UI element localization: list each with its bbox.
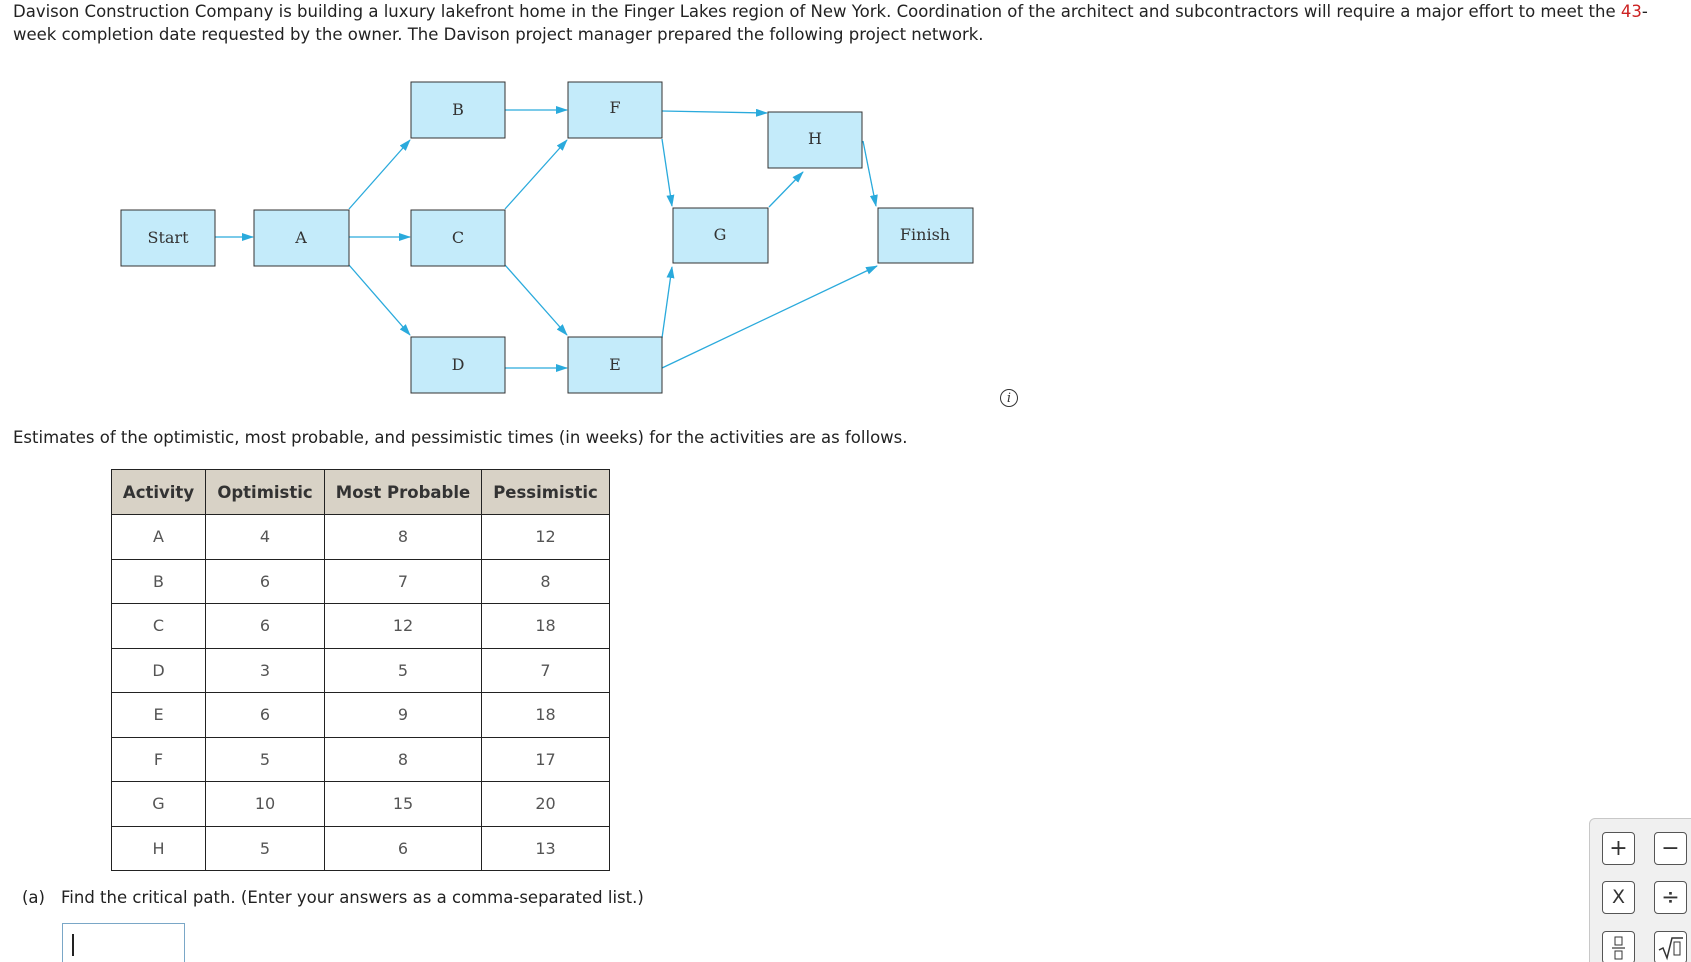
cell-pessimistic: 12 (482, 515, 610, 560)
cell-most-probable: 12 (325, 604, 482, 649)
cell-activity: A (112, 515, 206, 560)
node-e-label: E (609, 355, 621, 374)
arrow-g-h (769, 172, 803, 207)
table-row (112, 782, 610, 827)
text-caret (72, 934, 74, 956)
header-optimistic: Optimistic (206, 470, 325, 515)
node-b-label: B (452, 100, 464, 119)
intro-text-2: -week completion date requested by the owner. The Davison project manager prepared the following project network. (13, 2, 1648, 44)
critical-path-input[interactable] (62, 923, 185, 962)
table-row (112, 559, 610, 604)
intro-text-1: Davison Construction Company is building a luxury lakefront home in the Finger Lakes region of New York. Coordination of the architect and subcontractors will require a major effort to meet the (13, 2, 1621, 21)
cell-optimistic: 6 (206, 559, 325, 604)
cell-optimistic: 4 (206, 515, 325, 560)
arrow-a-b (349, 140, 410, 209)
cell-activity: G (112, 782, 206, 827)
project-network-diagram (0, 0, 1000, 400)
header-most-probable: Most Probable (325, 470, 482, 515)
cell-most-probable: 5 (325, 648, 482, 693)
header-pessimistic: Pessimistic (482, 470, 610, 515)
table-row (112, 604, 610, 649)
cell-optimistic: 6 (206, 604, 325, 649)
table-header-row (112, 470, 610, 515)
cell-most-probable: 15 (325, 782, 482, 827)
sqrt-icon (1655, 932, 1686, 962)
question-a (22, 888, 644, 907)
cell-optimistic: 5 (206, 737, 325, 782)
node-g (673, 208, 768, 263)
node-a (254, 210, 349, 266)
cell-pessimistic: 13 (482, 826, 610, 871)
node-h (768, 112, 862, 168)
node-d (411, 337, 505, 393)
plus-button[interactable]: + (1602, 832, 1635, 865)
cell-most-probable: 8 (325, 737, 482, 782)
sqrt-button[interactable] (1654, 931, 1687, 962)
divide-button[interactable]: ÷ (1654, 881, 1687, 914)
cell-pessimistic: 7 (482, 648, 610, 693)
node-e (568, 337, 662, 393)
cell-activity: D (112, 648, 206, 693)
cell-most-probable: 8 (325, 515, 482, 560)
arrow-c-f (505, 140, 567, 209)
arrow-c-e (505, 265, 567, 335)
cell-most-probable: 6 (325, 826, 482, 871)
arrow-f-g (662, 139, 672, 206)
cell-activity: F (112, 737, 206, 782)
cell-optimistic: 3 (206, 648, 325, 693)
node-c-label: C (451, 228, 465, 247)
times-button[interactable]: X (1602, 881, 1635, 914)
cell-activity: C (112, 604, 206, 649)
header-activity: Activity (112, 470, 206, 515)
node-b (411, 82, 505, 138)
arrow-e-g (662, 267, 672, 338)
node-start (121, 210, 215, 266)
node-h-label: H (808, 129, 822, 148)
cell-most-probable: 9 (325, 693, 482, 738)
cell-pessimistic: 18 (482, 604, 610, 649)
cell-most-probable: 7 (325, 559, 482, 604)
arrow-f-h (662, 111, 767, 113)
table-row (112, 515, 610, 560)
node-c (411, 210, 505, 266)
question-a-label: (a) (22, 888, 45, 907)
node-finish (878, 208, 973, 263)
node-finish-label: Finish (899, 225, 951, 244)
cell-optimistic: 5 (206, 826, 325, 871)
node-g-label: G (713, 225, 727, 244)
cell-activity: B (112, 559, 206, 604)
fraction-icon (1603, 932, 1634, 962)
node-d-label: D (451, 355, 465, 374)
estimates-text: Estimates of the optimistic, most probable, and pessimistic times (in weeks) for the activities are as follows. (13, 428, 908, 447)
cell-activity: H (112, 826, 206, 871)
table-row (112, 693, 610, 738)
table-row (112, 648, 610, 693)
arrow-e-finish (662, 266, 877, 368)
node-f (568, 82, 662, 138)
intro-weeks-value: 43 (1620, 2, 1642, 21)
minus-button[interactable]: − (1654, 832, 1687, 865)
cell-pessimistic: 8 (482, 559, 610, 604)
cell-optimistic: 10 (206, 782, 325, 827)
info-icon[interactable]: i (1000, 389, 1018, 407)
cell-pessimistic: 18 (482, 693, 610, 738)
fraction-button[interactable] (1602, 931, 1635, 962)
cell-optimistic: 6 (206, 693, 325, 738)
activity-times-table (111, 469, 610, 871)
node-start-label: Start (147, 228, 189, 247)
table-row (112, 826, 610, 871)
cell-pessimistic: 17 (482, 737, 610, 782)
table-row (112, 737, 610, 782)
math-palette (1589, 818, 1691, 962)
arrow-a-d (349, 265, 410, 335)
node-f-label: F (609, 98, 621, 117)
cell-activity: E (112, 693, 206, 738)
node-a-label: A (295, 228, 307, 247)
arrow-h-finish (863, 141, 876, 206)
question-a-text: Find the critical path. (Enter your answers as a comma-separated list.) (61, 888, 644, 907)
cell-pessimistic: 20 (482, 782, 610, 827)
